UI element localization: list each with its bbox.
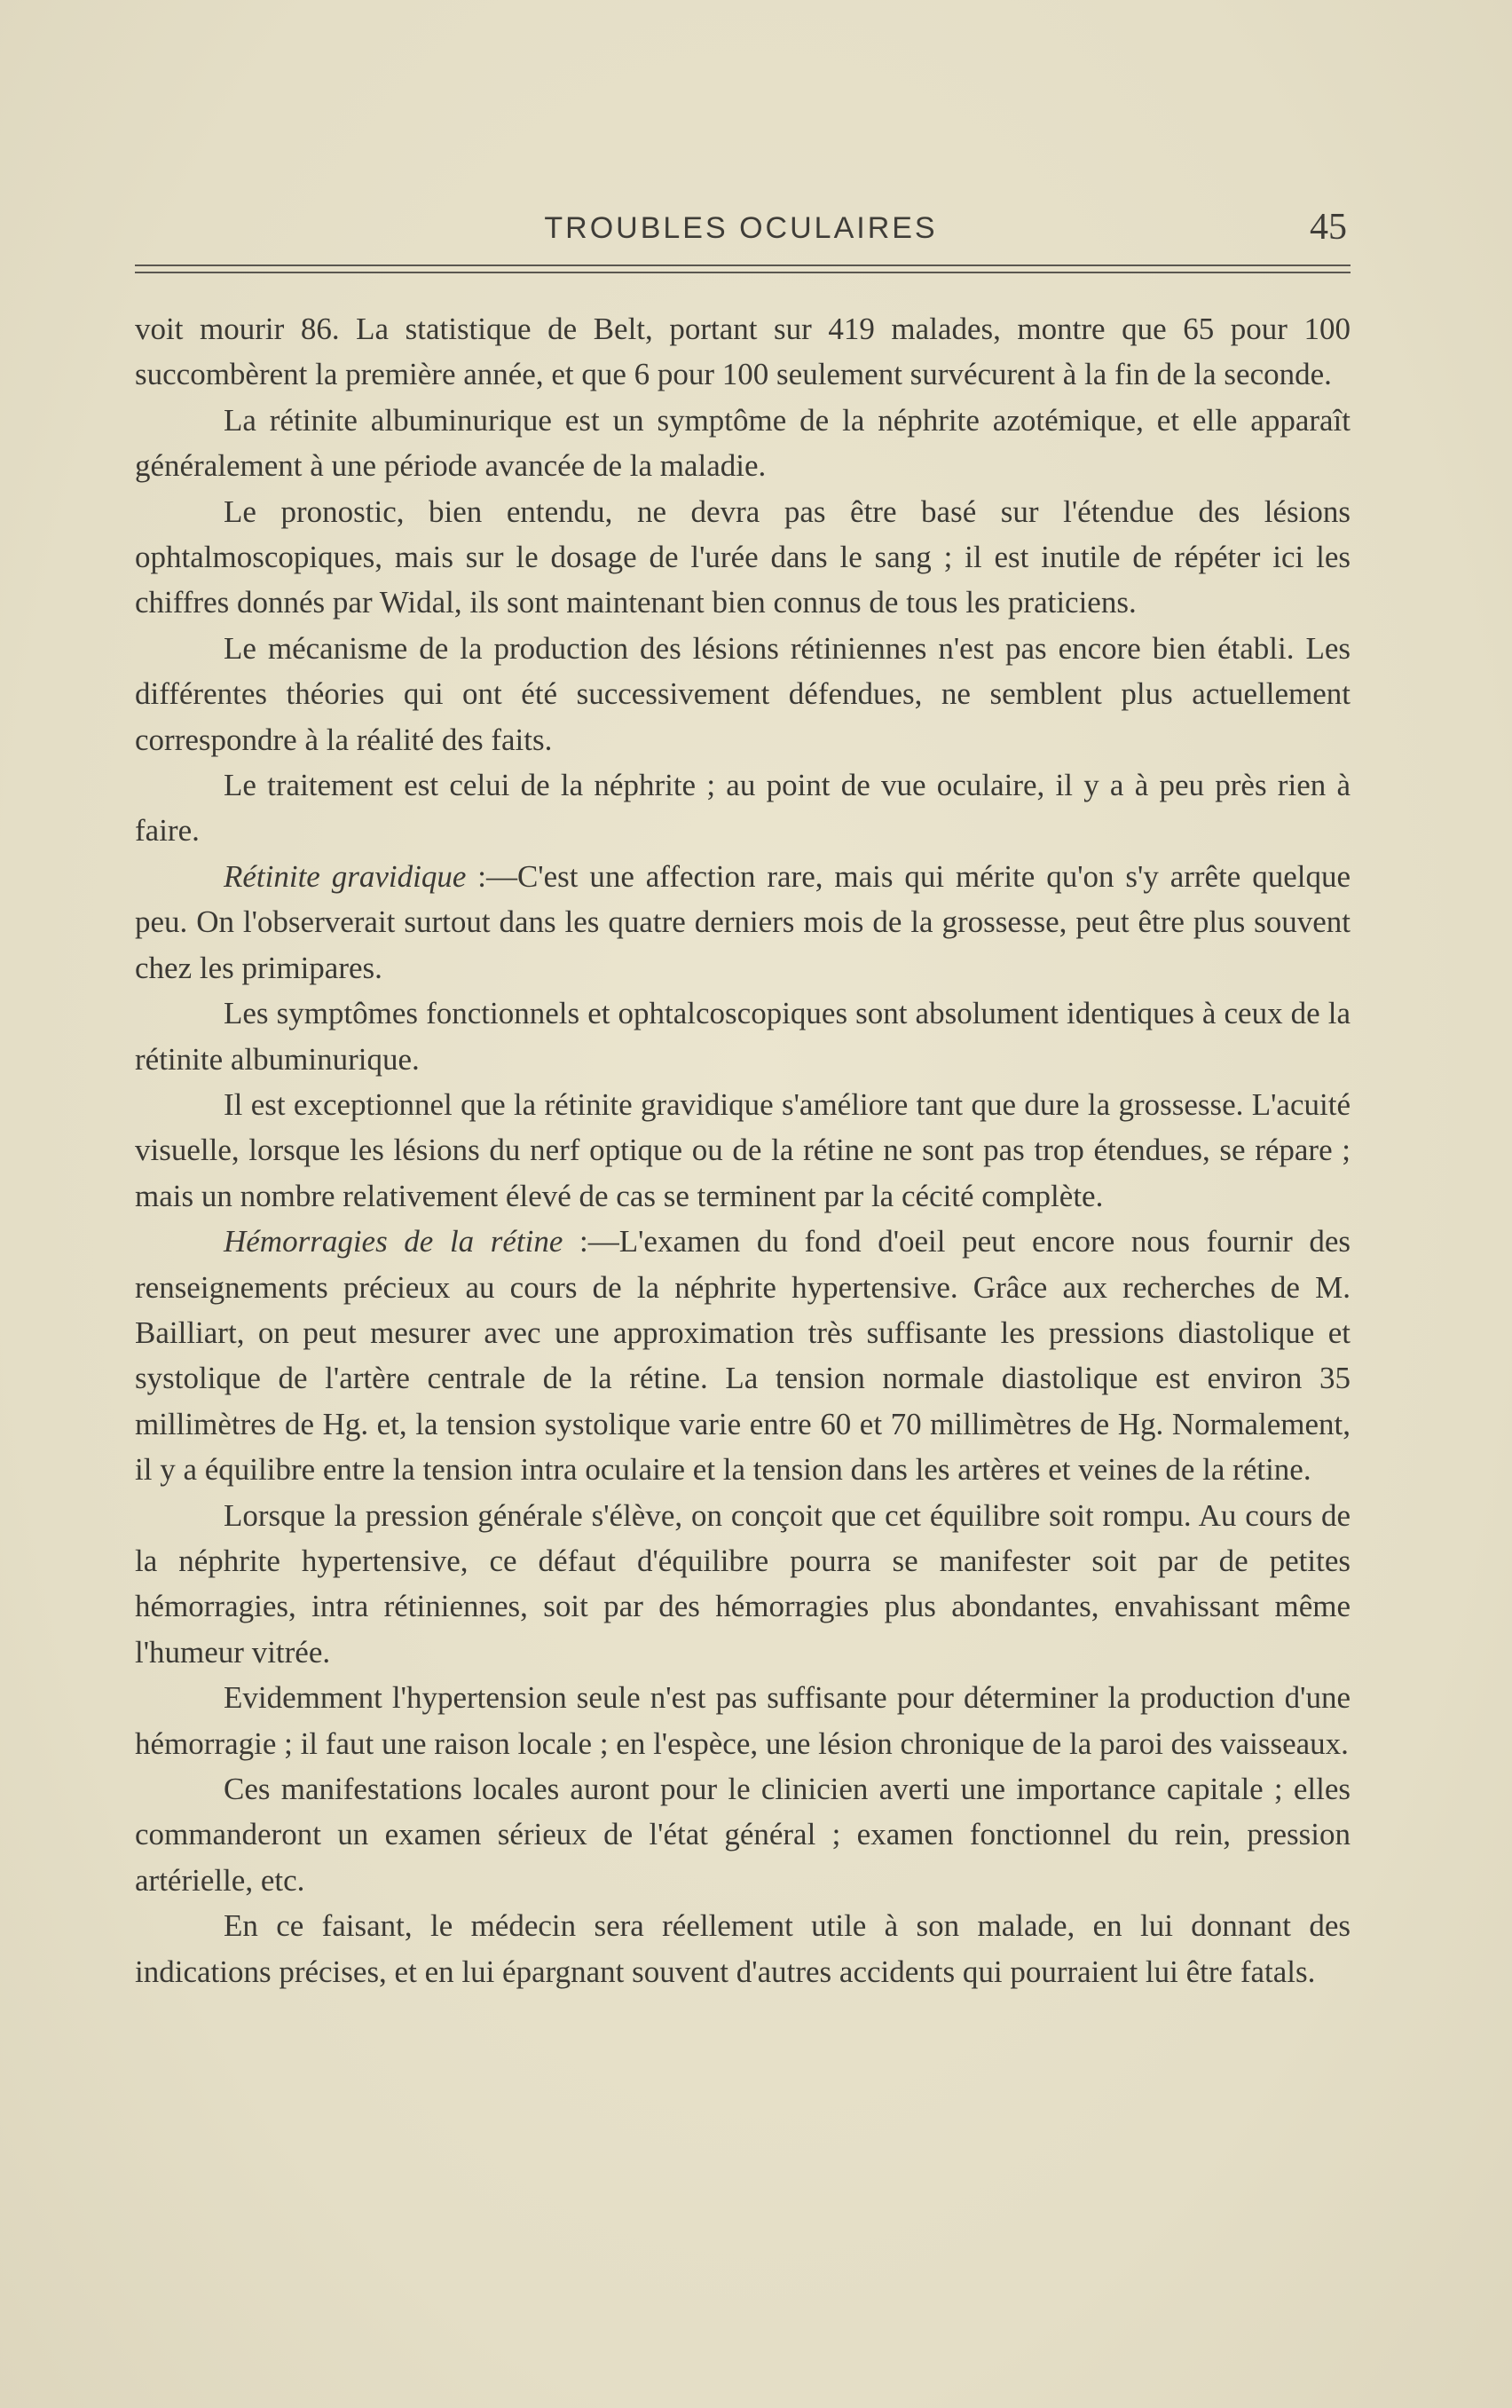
page-number: 45: [1310, 207, 1347, 248]
body-text: [135, 306, 1351, 1994]
paragraph: Lorsque la pression générale s'élève, on conçoit que cet équilibre soit rompu. Au cours de la néphrite hypertensive, ce défaut d'équilibre pourra se manifester soit par de petites hémorragies, intra rétiniennes, soit par des hémorragies plus abondantes, envahissant même l'humeur vitrée.: [135, 1497, 1351, 1670]
paragraph: Ces manifestations locales auront pour le clinicien averti une importance capitale ; elles commanderont un examen sérieux de l'état général ; examen fonctionnel du rein, pression artérielle, etc.: [135, 1772, 1351, 1898]
paragraph: Evidemment l'hypertension seule n'est pas suffisante pour déterminer la production d'une hémorragie ; il faut une raison locale ; en l'espèce, une lésion chronique de la paroi des vaisseaux.: [135, 1680, 1351, 1761]
paragraph: Hémorragies de la rétine :—L'examen du fond d'oeil peut encore nous fournir des renseignements précieux au cours de la néphrite hypertensive. Grâce aux recherches de M. Bailliart, on peut mesurer avec une approximation très suffisante les pressions diastolique et systolique de l'artère centrale de la rétine. La tension normale diastolique est environ 35 millimètres de Hg. et, la tension systolique varie entre 60 et 70 millimètres de Hg. Normalement, il y a équilibre entre la tension intra oculaire et la tension dans les artères et veines de la rétine.: [135, 1224, 1351, 1488]
section-heading-retinite-gravidique: Rétinite gravidique: [224, 858, 467, 894]
section-heading-hemorragies: Hémorragies de la rétine: [224, 1224, 563, 1259]
paragraph: Le pronostic, bien entendu, ne devra pas être basé sur l'étendue des lésions ophtalmoscopiques, mais sur le dosage de l'urée dans le sang ; il est inutile de répéter ici les chiffres donnés par Widal, ils sont maintenant bien connus de tous les praticiens.: [135, 493, 1351, 620]
paragraph: Rétinite gravidique :—C'est une affection rare, mais qui mérite qu'on s'y arrête quelque peu. On l'observerait surtout dans les quatre derniers mois de la grossesse, peut être plus souvent chez les primipares.: [135, 858, 1351, 985]
paragraph: Le mécanisme de la production des lésions rétiniennes n'est pas encore bien établi. Les différentes théories qui ont été successivement défendues, ne semblent plus actuellement correspondre à la réalité des faits.: [135, 630, 1351, 757]
running-title: TROUBLES OCULAIRES: [544, 211, 938, 245]
paragraph: Le traitement est celui de la néphrite ; au point de vue oculaire, il y a à peu près rien à faire.: [135, 768, 1351, 849]
header-rule: [135, 264, 1351, 273]
paragraph: La rétinite albuminurique est un symptôme de la néphrite azotémique, et elle apparaît généralement à une période avancée de la maladie.: [135, 402, 1351, 484]
paragraph: En ce faisant, le médecin sera réellement utile à son malade, en lui donnant des indications précises, et en lui épargnant souvent d'autres accidents qui pourraient lui être fatals.: [135, 1908, 1351, 1989]
paragraph: voit mourir 86. La statistique de Belt, portant sur 419 malades, montre que 65 pour 100 succombèrent la première année, et que 6 pour 100 seulement survécurent à la fin de la seconde.: [135, 312, 1351, 392]
paragraph: Il est exceptionnel que la rétinite gravidique s'améliore tant que dure la grossesse. L'acuité visuelle, lorsque les lésions du nerf optique ou de la rétine ne sont pas trop étendues, se répare ; mais un nombre relativement élevé de cas se terminent par la cécité complète.: [135, 1086, 1351, 1213]
paragraph: Les symptômes fonctionnels et ophtalcoscopiques sont absolument identiques à ceux de la rétinite albuminurique.: [135, 996, 1351, 1077]
page-header: [133, 206, 1349, 259]
